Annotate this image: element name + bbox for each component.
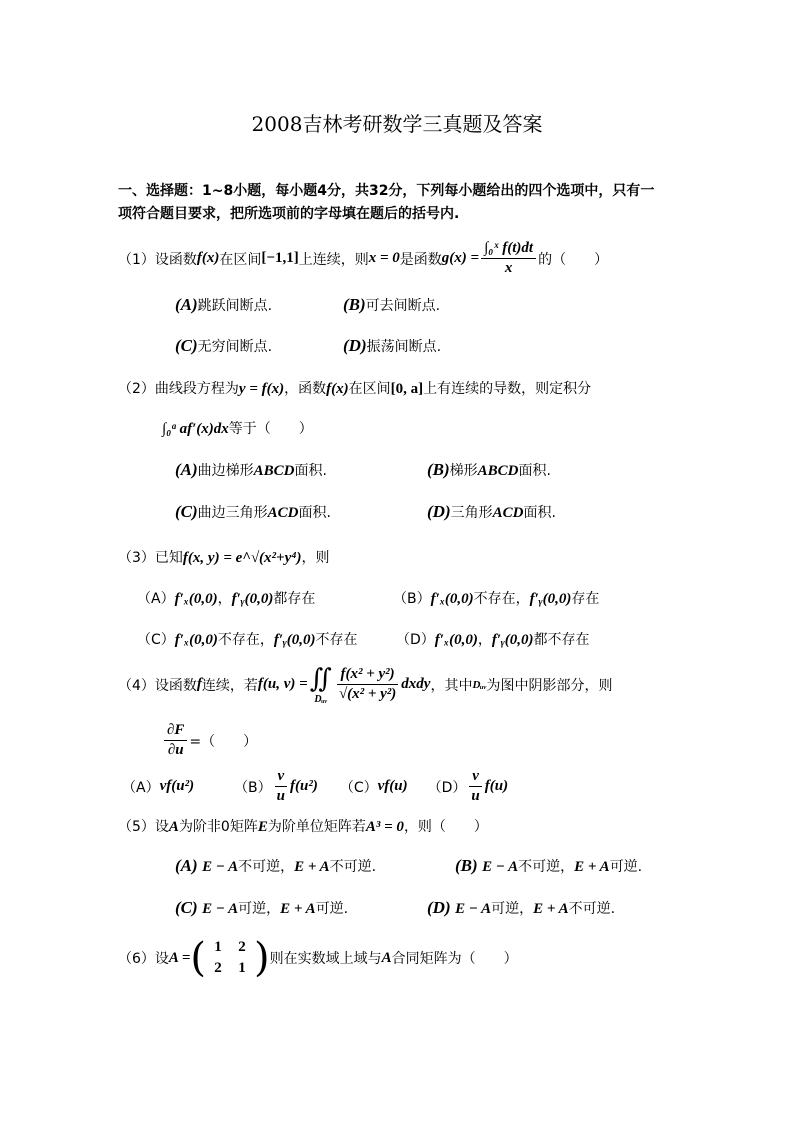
math: f′ᵧ(0,0) <box>231 591 274 607</box>
math: E + A <box>533 901 569 917</box>
denominator: √(x² + y²) <box>338 686 397 702</box>
options-4 <box>122 768 508 805</box>
text: ，则 <box>301 550 330 566</box>
integral-domain: Dᵤᵥ <box>314 694 328 705</box>
option-5D <box>427 898 615 918</box>
math: E + A <box>574 859 610 875</box>
option-2C <box>175 502 331 522</box>
math: E <box>257 819 268 835</box>
option-label: (A) <box>175 856 198 875</box>
fraction <box>481 240 536 277</box>
math: E + A <box>280 901 316 917</box>
numerator: ∂F <box>164 722 187 741</box>
text: ，其中 <box>430 677 473 694</box>
math: f(u) <box>484 778 509 794</box>
section-line-1: 一、选择题：1~8小题，每小题4分，共32分，下列每小题给出的四个选项中，只有一 <box>118 183 655 199</box>
text: ，函数 <box>284 381 327 397</box>
option-label: (D) <box>343 336 367 355</box>
matrix-cell: 1 <box>238 960 246 976</box>
denominator: u <box>471 788 480 804</box>
text: 面积. <box>298 505 331 521</box>
text: 等于（ ） <box>228 421 313 437</box>
math: x = 0 <box>368 250 400 266</box>
option-label: (D) <box>427 898 451 917</box>
text: 三角形 <box>450 505 493 521</box>
math: E − A <box>455 901 492 917</box>
option-1A <box>175 295 272 315</box>
denominator: x <box>504 260 513 276</box>
option-5C <box>175 898 348 918</box>
math: y = f(x) <box>238 381 285 397</box>
question-3 <box>118 547 329 567</box>
math: ABCD <box>253 463 295 479</box>
option-text: 振荡间断点. <box>366 339 442 355</box>
question-number: （1） <box>118 251 155 268</box>
text: ， <box>477 632 492 648</box>
math: f(u, v) = <box>257 676 308 692</box>
text: 不可逆. <box>329 859 377 875</box>
math: A = <box>168 949 191 966</box>
math: f′ᵧ(0,0) <box>491 632 534 648</box>
math: vf(u²) <box>159 778 195 794</box>
option-label: （C） <box>137 632 175 648</box>
option-label: (C) <box>175 336 198 355</box>
math: A <box>381 949 392 966</box>
text: 存在 <box>571 591 600 607</box>
option-label: (C) <box>175 898 198 917</box>
option-5B <box>455 856 642 876</box>
option-3A <box>137 588 315 608</box>
option-label: (B) <box>343 295 366 314</box>
text: 在区间 <box>219 251 262 268</box>
math: f′ᵧ(0,0) <box>273 632 316 648</box>
numerator: v <box>275 768 288 787</box>
text: 为阶非0矩阵 <box>178 819 258 835</box>
math: f(x) <box>326 381 349 397</box>
option-5A <box>175 856 376 876</box>
text: 设 <box>154 951 169 967</box>
fraction <box>468 768 482 805</box>
text: 的（ ） <box>538 251 609 268</box>
option-2D <box>427 502 556 522</box>
text: 可逆. <box>609 859 643 875</box>
page-title: 2008吉林考研数学三真题及答案 <box>251 112 543 136</box>
math: f <box>196 676 202 692</box>
question-number: （6） <box>118 951 155 967</box>
text: 都存在 <box>273 591 316 607</box>
question-2 <box>118 378 591 398</box>
math: ABCD <box>477 463 519 479</box>
math: [0, a] <box>390 381 424 397</box>
math: E − A <box>202 901 239 917</box>
double-integral <box>310 664 332 705</box>
math: f(x, y) = e^√(x²+y⁴) <box>182 550 302 566</box>
numerator: ∫₀ˣ f(t)dt <box>481 240 536 259</box>
section-instructions <box>118 180 654 226</box>
math: f′ₓ(0,0) <box>174 591 218 607</box>
option-label: (C) <box>175 502 198 521</box>
option-3B <box>393 588 599 608</box>
right-paren-icon: ) <box>254 935 270 981</box>
option-label: (A) <box>175 295 198 314</box>
matrix-cell: 2 <box>238 939 246 955</box>
option-label: （D） <box>396 632 435 648</box>
fraction <box>274 768 288 805</box>
math: ∫₀ᵃ af′(x)dx <box>162 421 229 437</box>
math: Dᵤᵥ <box>472 678 487 691</box>
integral-sign: ∬ <box>309 664 332 694</box>
derivative-expression <box>162 722 257 759</box>
text: 为阶单位矩阵若 <box>267 819 366 835</box>
text: 都不存在 <box>533 632 590 648</box>
text: 不存在， <box>473 591 530 607</box>
text: 合同矩阵为（ ） <box>391 951 518 967</box>
text: 曲边梯形 <box>197 463 254 479</box>
matrix-cell: 2 <box>214 960 222 976</box>
option-label: （A） <box>122 779 160 796</box>
question-1 <box>118 240 608 277</box>
text: 上连续，则 <box>298 251 369 268</box>
matrix-entries <box>206 939 254 977</box>
text: =（ ） <box>189 733 258 750</box>
text: 面积. <box>294 463 327 479</box>
option-text: 可去间断点. <box>365 298 441 314</box>
math: ACD <box>492 505 524 521</box>
math: E − A <box>202 859 239 875</box>
math: E − A <box>482 859 519 875</box>
text: 可逆， <box>491 901 534 917</box>
denominator: u <box>276 788 286 804</box>
section-line-2: 项符合题目要求，把所选项前的字母填在题后的括号内. <box>118 206 460 222</box>
option-label: (A) <box>175 460 198 479</box>
matrix <box>190 935 270 981</box>
math: A³ = 0 <box>365 819 404 835</box>
text: 在区间 <box>348 381 391 397</box>
math: g(x) = <box>441 250 480 266</box>
math: f′ₓ(0,0) <box>430 591 474 607</box>
option-label: (B) <box>455 856 478 875</box>
option-label: （D） <box>427 779 467 796</box>
numerator: v <box>469 768 482 787</box>
option-label: （C） <box>339 779 378 796</box>
text: 不存在， <box>217 632 274 648</box>
question-number: （5） <box>118 819 155 835</box>
text: ， <box>217 591 232 607</box>
option-label: （B） <box>393 591 431 607</box>
text: 梯形 <box>449 463 478 479</box>
option-label: (B) <box>427 460 450 479</box>
math: E + A <box>294 859 330 875</box>
option-3C <box>137 629 358 649</box>
math: [−1,1] <box>261 250 299 266</box>
text: 不存在 <box>315 632 358 648</box>
math: A <box>168 819 179 835</box>
text: 上有连续的导数，则定积分 <box>423 381 592 397</box>
option-3D <box>396 629 590 649</box>
option-1D <box>343 336 441 356</box>
text: 可逆. <box>315 901 349 917</box>
question-number: （2） <box>118 381 155 397</box>
text: 曲边三角形 <box>197 505 268 521</box>
text: 设函数 <box>154 251 197 268</box>
text: 为图中阴影部分，则 <box>486 677 613 694</box>
option-2B <box>427 460 551 480</box>
math: f′ₓ(0,0) <box>434 632 478 648</box>
text: 是函数 <box>399 251 442 268</box>
matrix-cell: 1 <box>214 939 222 955</box>
question-4 <box>118 664 613 705</box>
option-text: 跳跃间断点. <box>197 298 273 314</box>
integral-expression <box>162 418 313 438</box>
text: 则在实数域上域与 <box>269 951 382 967</box>
question-5 <box>118 816 488 836</box>
denominator: ∂u <box>167 742 184 758</box>
option-1C <box>175 336 272 356</box>
math: f′ₓ(0,0) <box>174 632 218 648</box>
question-number: （3） <box>118 550 155 566</box>
text: 已知 <box>154 550 183 566</box>
option-1B <box>343 295 440 315</box>
option-label: (D) <box>427 502 451 521</box>
text: 连续，若 <box>201 677 258 694</box>
math: vf(u) <box>377 778 408 794</box>
left-paren-icon: ( <box>190 935 207 981</box>
option-label: （A） <box>137 591 175 607</box>
text: 面积. <box>523 505 556 521</box>
question-number: （4） <box>118 677 155 694</box>
math: f(u²) <box>290 778 318 794</box>
option-text: 无穷间断点. <box>197 339 273 355</box>
fraction <box>336 666 399 703</box>
text: 不可逆， <box>238 859 295 875</box>
text: 不可逆， <box>518 859 575 875</box>
math: dxdy <box>401 676 431 692</box>
text: 不可逆. <box>568 901 616 917</box>
fraction <box>164 722 187 759</box>
option-2A <box>175 460 327 480</box>
question-6 <box>118 935 518 981</box>
text: 设函数 <box>154 677 197 694</box>
text: 设 <box>154 819 169 835</box>
text: 面积. <box>518 463 551 479</box>
option-label: （B） <box>234 779 272 796</box>
text: 曲线段方程为 <box>154 381 239 397</box>
math: ACD <box>267 505 299 521</box>
math: f(x) <box>196 250 220 266</box>
math: f′ᵧ(0,0) <box>529 591 572 607</box>
numerator: f(x² + y²) <box>337 666 397 685</box>
text: ，则（ ） <box>403 819 488 835</box>
text: 可逆， <box>238 901 281 917</box>
